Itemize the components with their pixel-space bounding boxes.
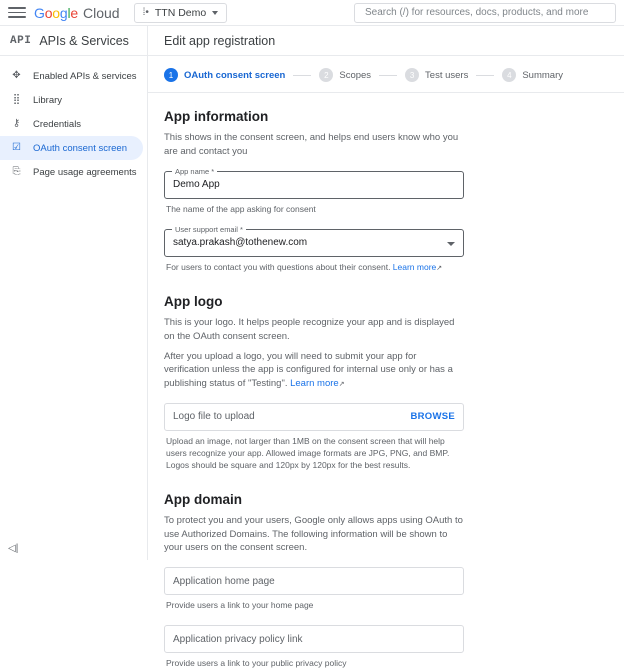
- application-home-page-helper: Provide users a link to your home page: [166, 600, 314, 611]
- api-logo: API: [10, 34, 32, 47]
- sidebar-item-label: OAuth consent screen: [33, 142, 127, 154]
- cloud-wordmark: Cloud: [83, 4, 120, 21]
- sidebar-list: [0, 56, 147, 184]
- agreement-icon: ⎘: [12, 166, 21, 177]
- app-logo-description-2: [164, 350, 464, 391]
- sidebar-item-library[interactable]: [0, 88, 147, 112]
- key-icon: ⚷: [12, 118, 21, 129]
- search-box[interactable]: [354, 3, 616, 23]
- main-panel: [148, 26, 624, 669]
- google-wordmark: Google: [34, 4, 78, 21]
- hamburger-icon[interactable]: [8, 4, 26, 22]
- sidebar-item-credentials[interactable]: [0, 112, 147, 136]
- sidebar-item-oauth-consent-screen[interactable]: [0, 136, 143, 160]
- sidebar: [0, 26, 148, 560]
- sidebar-item-label: Library: [33, 94, 63, 106]
- application-home-page-input[interactable]: [165, 568, 463, 594]
- project-selector[interactable]: [134, 3, 228, 23]
- user-support-email-label: User support email *: [172, 225, 246, 234]
- app-information-description: This shows in the consent screen, and helps end users know who you are and contact you: [164, 132, 459, 157]
- step-number: 2: [319, 68, 333, 82]
- project-label: TTN Demo: [154, 6, 207, 19]
- sidebar-item-page-usage-agreements[interactable]: [0, 160, 147, 184]
- app-logo-heading: App logo: [164, 293, 223, 309]
- application-privacy-policy-field[interactable]: [164, 625, 464, 653]
- external-link-icon: ↗: [436, 264, 443, 272]
- application-privacy-policy-helper: Provide users a link to your public privacy policy: [166, 658, 347, 669]
- step-number: 4: [502, 68, 516, 82]
- user-support-email-field[interactable]: [164, 224, 464, 257]
- chevron-down-icon: [212, 11, 218, 15]
- step-separator: [379, 75, 397, 76]
- step-summary[interactable]: [502, 68, 563, 82]
- app-domain-heading: App domain: [164, 491, 242, 507]
- project-icon: ⁞•: [142, 6, 149, 18]
- step-separator: [476, 75, 494, 76]
- app-domain-description: To protect you and your users, Google only allows apps using OAuth to use Authorized Domains. The following information will be shown to your users on the consent screen.: [164, 514, 463, 554]
- google-cloud-logo[interactable]: [34, 5, 120, 21]
- sidebar-item-label: Page usage agreements: [33, 166, 137, 178]
- app-logo-helper: Upload an image, not larger than 1MB on the consent screen that will help users recognize your app. Allowed image formats are JPG, PNG, and BMP. Logos should be square and 120px by 120px for the best results.: [166, 435, 450, 471]
- search-input[interactable]: [363, 6, 607, 19]
- top-bar: [0, 0, 624, 26]
- app-name-helper: The name of the app asking for consent: [166, 203, 316, 214]
- app-name-label: App name *: [172, 167, 217, 176]
- stepper: [148, 56, 624, 93]
- body-row: [0, 26, 624, 669]
- step-separator: [293, 75, 311, 76]
- step-label: Test users: [425, 69, 469, 81]
- sidebar-item-label: Credentials: [33, 118, 82, 130]
- app-logo-description-2-text: After you upload a logo, you will need to submit your app for verification unless the app is configured for internal use only or has a publishing status of "Testing".: [164, 350, 453, 390]
- step-test-users[interactable]: [405, 68, 468, 82]
- logo-upload-field[interactable]: [164, 403, 464, 431]
- step-label: Summary: [522, 69, 563, 81]
- user-support-email-helper-text: For users to contact you with questions about their consent.: [166, 261, 393, 272]
- chevron-down-icon[interactable]: [447, 242, 455, 246]
- sidebar-header: [0, 26, 147, 56]
- page-title: Edit app registration: [148, 26, 624, 56]
- step-number: 3: [405, 68, 419, 82]
- application-home-page-field[interactable]: [164, 567, 464, 595]
- collapse-icon[interactable]: ◁|: [8, 543, 19, 554]
- application-privacy-policy-input[interactable]: [165, 626, 463, 652]
- step-label: OAuth consent screen: [184, 69, 286, 81]
- step-number: 1: [164, 68, 178, 82]
- browse-button[interactable]: BROWSE: [410, 410, 455, 422]
- step-oauth-consent-screen[interactable]: [164, 68, 285, 82]
- step-scopes[interactable]: [319, 68, 371, 82]
- form-content: [148, 93, 624, 669]
- sidebar-title: APIs & Services: [39, 33, 129, 48]
- external-link-icon: ↗: [338, 381, 345, 389]
- sidebar-item-enabled-apis[interactable]: [0, 64, 147, 88]
- app-logo-description-1: This is your logo. It helps people recognize your app and is displayed on the OAuth consent screen.: [164, 316, 455, 342]
- dashboard-icon: ✥: [12, 70, 21, 81]
- consent-icon: ☑: [12, 142, 21, 153]
- library-icon: ⣿: [12, 94, 21, 105]
- step-label: Scopes: [339, 69, 372, 81]
- app-information-heading: App information: [164, 109, 269, 124]
- sidebar-item-label: Enabled APIs & services: [33, 70, 137, 82]
- learn-more-link[interactable]: Learn more: [290, 378, 339, 390]
- learn-more-link[interactable]: Learn more: [392, 261, 437, 272]
- user-support-email-helper: [166, 261, 466, 274]
- app-name-field[interactable]: [164, 166, 464, 199]
